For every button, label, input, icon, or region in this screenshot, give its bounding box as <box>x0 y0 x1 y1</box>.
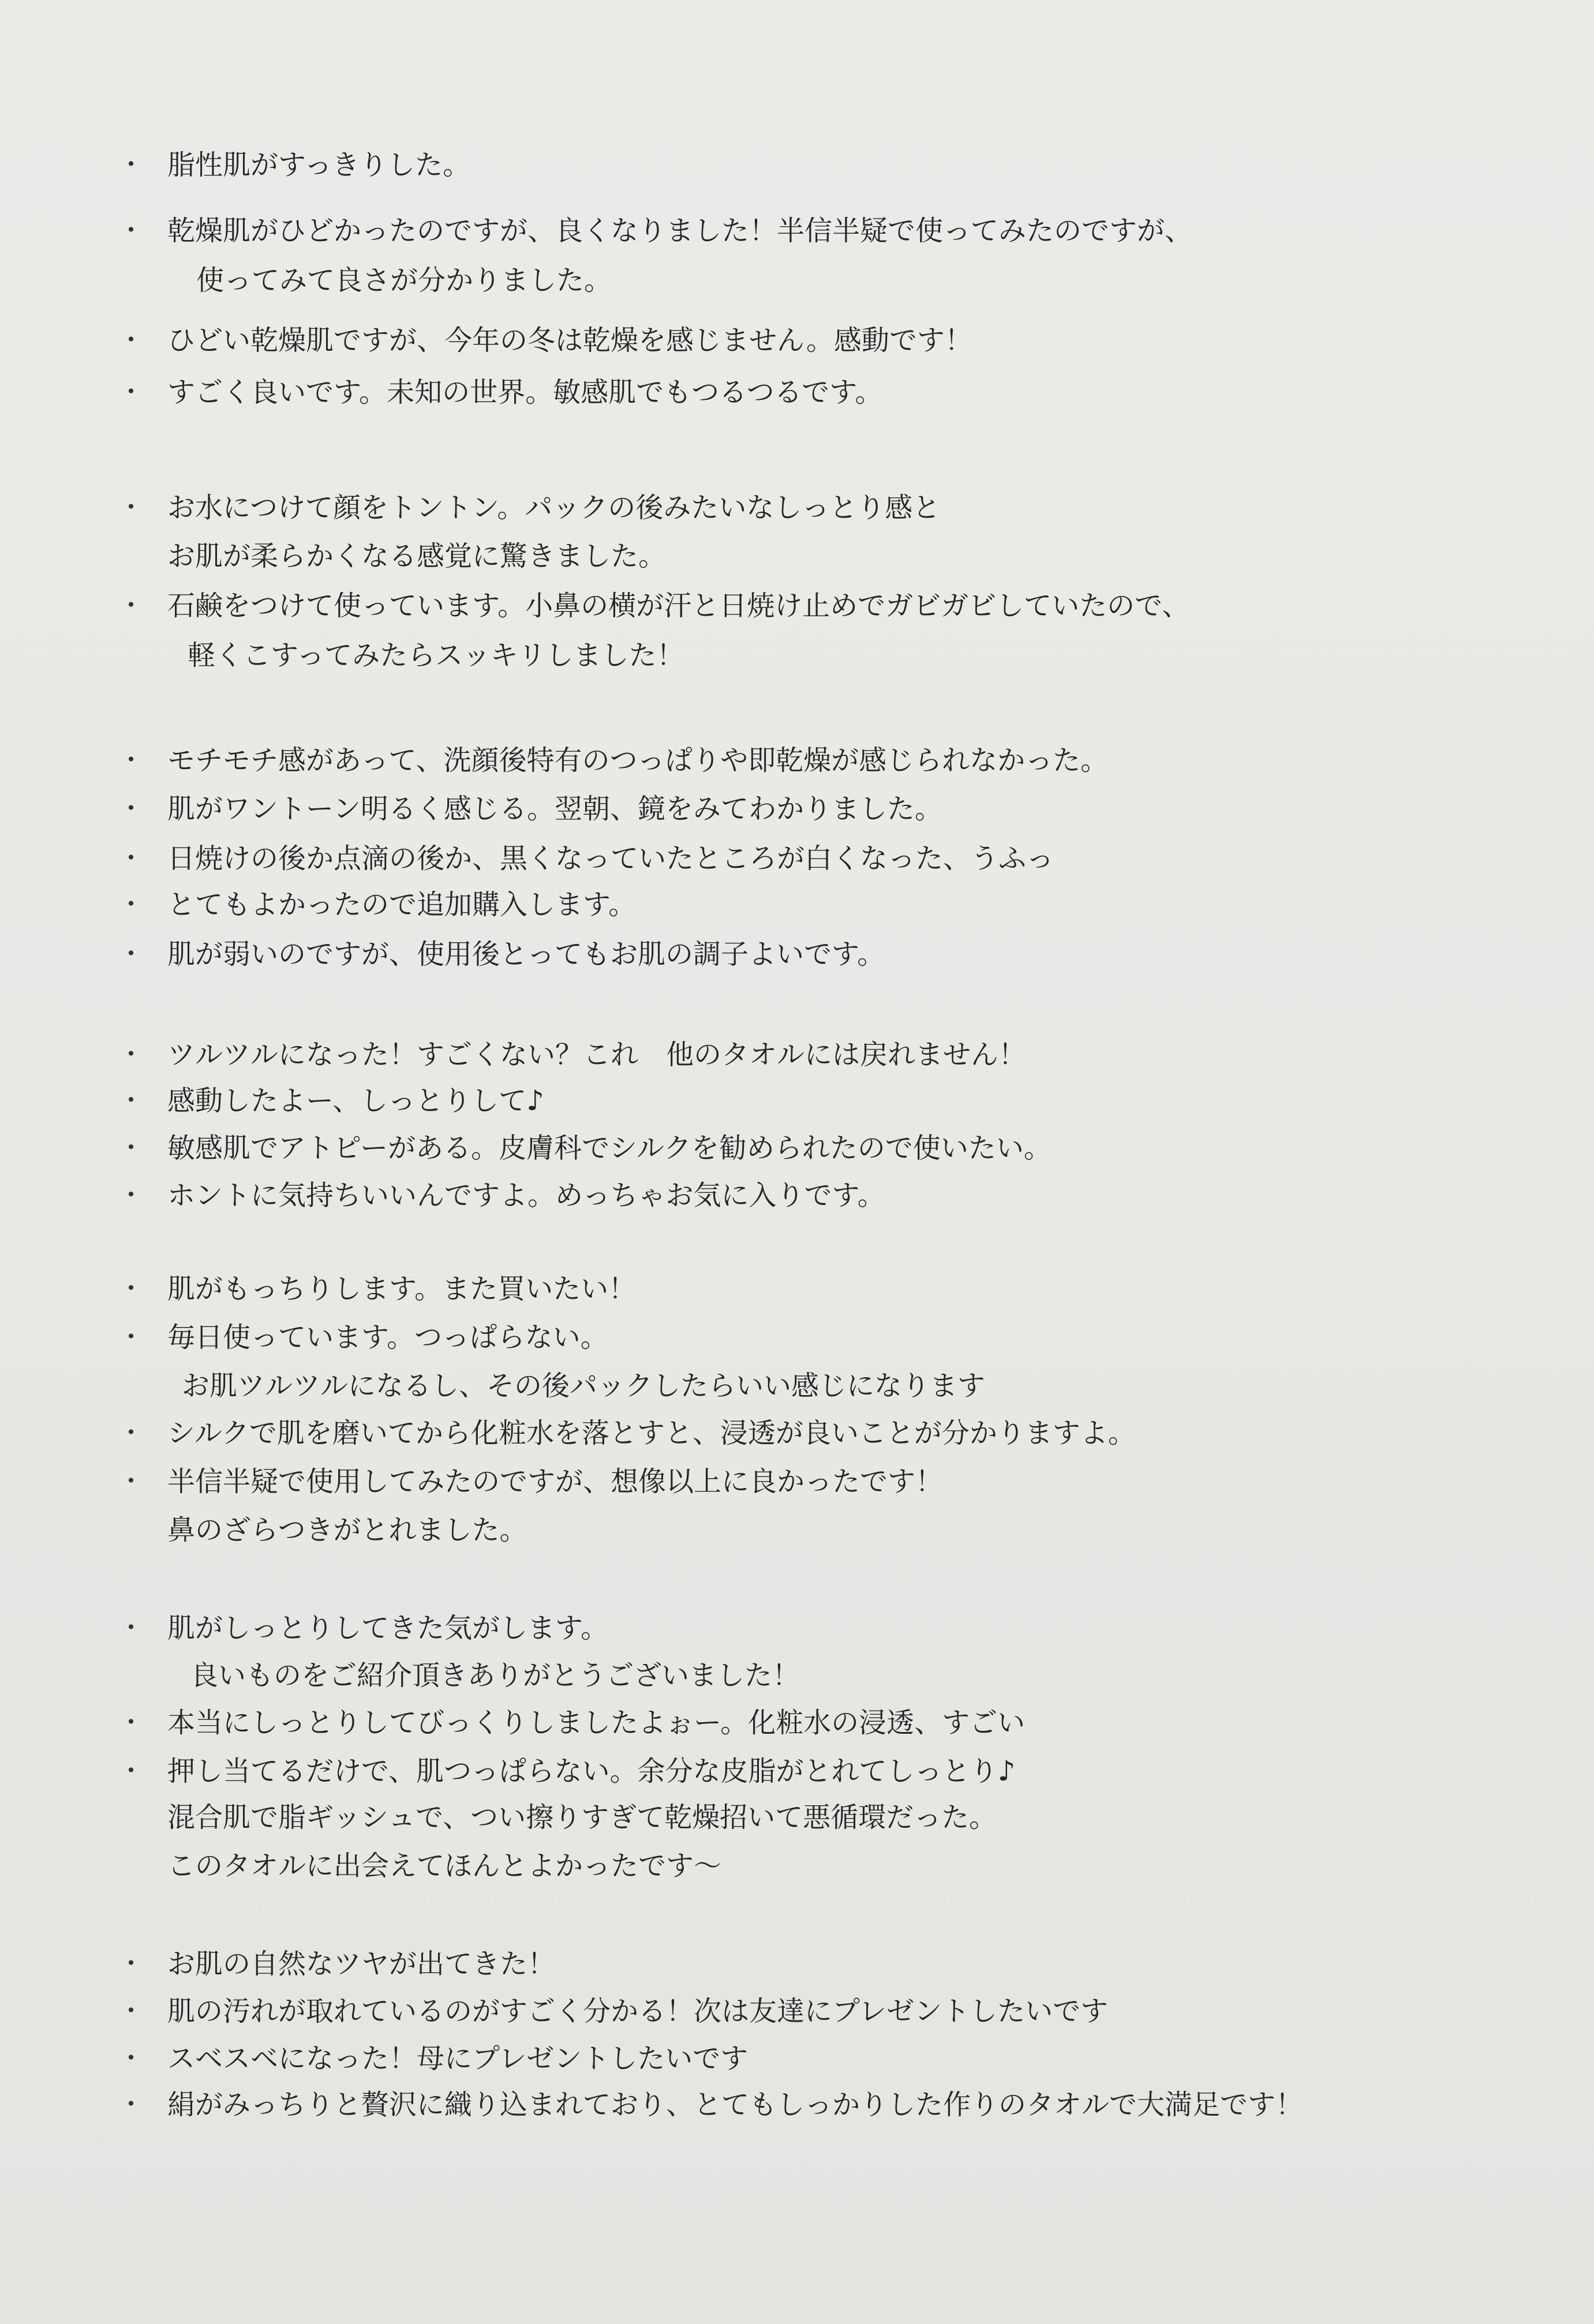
testimonial-text: 石鹸をつけて使っています。小鼻の横が汗と日焼け止めでガビガビしていたので、 <box>167 590 1190 622</box>
testimonial-text: 半信半疑で使用してみたのですが、想像以上に良かったです！ <box>167 1465 944 1498</box>
testimonial-text: シルクで肌を磨いてから化粧水を落とすと、浸透が良いことが分かりますよ。 <box>167 1417 1136 1449</box>
bullet-marker: ・ <box>118 1322 144 1352</box>
bullet-marker: ・ <box>118 1274 144 1303</box>
testimonial-continuation-text: 軽くこすってみたらスッキリしました！ <box>188 639 684 672</box>
testimonial-text: 日焼けの後か点滴の後か、黒くなっていたところが白くなった、うふっ <box>167 842 1054 875</box>
testimonial-continuation-text: お肌ツルツルになるし、その後パックしたらいい感じになります <box>182 1370 986 1402</box>
testimonial-text: 敏感肌でアトピーがある。皮膚科でシルクを勧められたので使いたい。 <box>167 1132 1052 1164</box>
bullet-marker: ・ <box>118 2090 144 2119</box>
bullet-marker: ・ <box>118 591 144 620</box>
testimonial-text: 脂性肌がすっきりした。 <box>167 149 471 181</box>
testimonial-continuation-text: 使ってみて良さが分かりました。 <box>196 264 612 297</box>
testimonial-text: お水につけて顔をトントン。パックの後みたいなしっとり感と <box>167 492 941 524</box>
testimonial-text: 肌が弱いのですが、使用後とってもお肌の調子よいです。 <box>167 938 885 970</box>
testimonial-text: お肌の自然なツヤが出てきた！ <box>167 1948 556 1980</box>
bullet-marker: ・ <box>118 1996 144 2026</box>
bullet-marker: ・ <box>118 2044 144 2073</box>
testimonial-continuation-text: 混合肌で脂ギッシュで、つい擦りすぎて乾燥招いて悪循環だった。 <box>167 1801 997 1834</box>
bullet-marker: ・ <box>118 1133 144 1163</box>
testimonial-text: すごく良いです。未知の世界。敏感肌でもつるつるです。 <box>167 376 883 408</box>
bullet-marker: ・ <box>118 794 144 823</box>
bullet-marker: ・ <box>118 745 144 775</box>
bullet-marker: ・ <box>118 1613 144 1643</box>
testimonial-text: 肌の汚れが取れているのがすごく分かる！次は友達にプレゼントしたいです <box>167 1995 1109 2027</box>
bullet-marker: ・ <box>118 1086 144 1115</box>
testimonial-continuation-text: 良いものをご紹介頂きありがとうございました！ <box>190 1659 800 1692</box>
testimonial-text: 感動したよー、しっとりして♪ <box>167 1085 544 1117</box>
bullet-marker: ・ <box>118 1708 144 1737</box>
bullet-marker: ・ <box>118 1180 144 1210</box>
testimonial-text: スベスベになった！母にプレゼントしたいです <box>167 2042 749 2075</box>
bullet-marker: ・ <box>118 377 144 407</box>
testimonial-text: 肌がしっとりしてきた気がします。 <box>167 1612 609 1644</box>
bullet-marker: ・ <box>118 1756 144 1786</box>
testimonial-text: 絹がみっちりと贅沢に織り込まれており、とてもしっかりした作りのタオルで大満足です！ <box>167 2089 1304 2121</box>
bullet-marker: ・ <box>118 1418 144 1448</box>
bullet-marker: ・ <box>118 216 144 245</box>
testimonial-continuation-text: 鼻のざらつきがとれました。 <box>167 1514 527 1546</box>
bullet-marker: ・ <box>118 493 144 522</box>
bullet-marker: ・ <box>118 325 144 355</box>
testimonial-text: ツルツルになった！すごくない？これ 他のタオルには戻れません！ <box>167 1039 1027 1071</box>
testimonial-text: 肌がワントーン明るく感じる。翌朝、鏡をみてわかりました。 <box>167 793 943 825</box>
testimonial-text: とてもよかったので追加購入します。 <box>167 889 637 921</box>
testimonial-continuation-text: お肌が柔らかくなる感覚に驚きました。 <box>167 540 667 572</box>
testimonial-text: 本当にしっとりしてびっくりしましたよぉー。化粧水の浸透、すごい <box>167 1707 1026 1739</box>
bullet-marker: ・ <box>118 1949 144 1978</box>
testimonial-text: モチモチ感があって、洗顔後特有のつっぱりや即乾燥が感じられなかった。 <box>167 744 1109 777</box>
testimonial-text: 乾燥肌がひどかったのですが、良くなりました！半信半疑で使ってみたのですが、 <box>167 215 1193 247</box>
bullet-marker: ・ <box>118 1467 144 1496</box>
testimonial-text: ひどい乾燥肌ですが、今年の冬は乾燥を感じません。感動です！ <box>167 324 972 357</box>
testimonial-text: 肌がもっちりします。また買いたい！ <box>167 1273 637 1305</box>
testimonial-text: 押し当てるだけで、肌つっぱらない。余分な皮脂がとれてしっとり♪ <box>167 1755 1016 1787</box>
bullet-marker: ・ <box>118 890 144 919</box>
testimonial-continuation-text: このタオルに出会えてほんとよかったです～ <box>167 1850 722 1882</box>
testimonial-text: 毎日使っています。つっぱらない。 <box>167 1321 608 1354</box>
bullet-marker: ・ <box>118 1040 144 1069</box>
bullet-marker: ・ <box>118 939 144 969</box>
bullet-marker: ・ <box>118 150 144 179</box>
testimonial-text: ホントに気持ちいいんですよ。めっちゃお気に入りです。 <box>167 1179 885 1212</box>
bullet-marker: ・ <box>118 844 144 873</box>
